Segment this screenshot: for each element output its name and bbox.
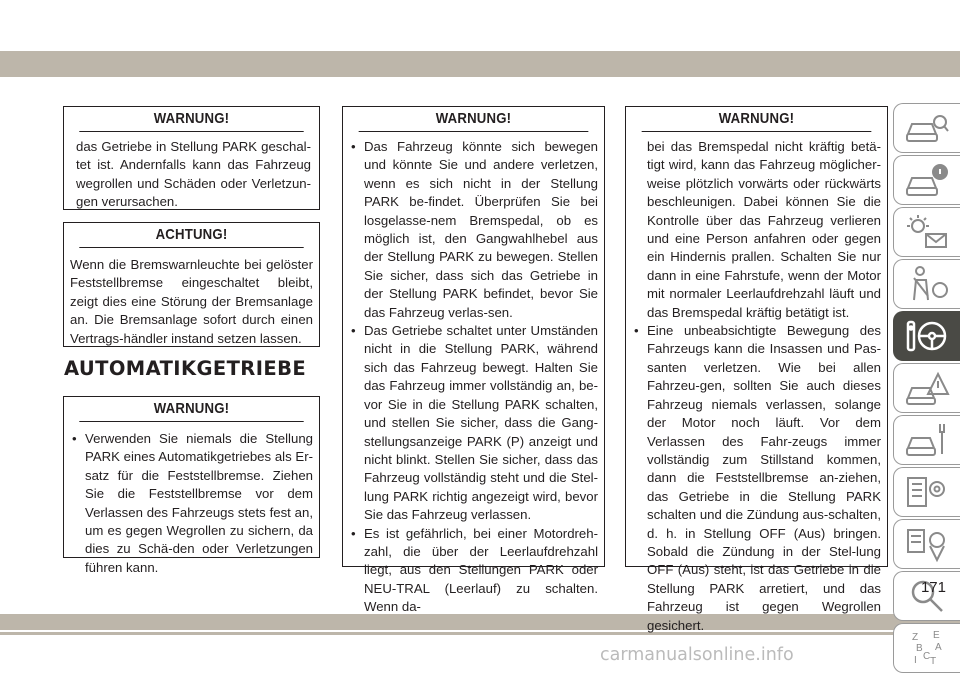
bullet-item: • Es ist gefährlich, bei einer Motordreh-zahl, die über der Leerlaufdrehzahl liegt, aus den Stellungen PARK oder NEU-TRAL (Leerlauf) zu schalten. Wenn da- [345, 525, 598, 617]
warning-text [64, 422, 319, 577]
index-letter: Z [912, 632, 919, 643]
caution-heading: ACHTUNG! [79, 223, 303, 248]
index-letter: T [930, 656, 937, 667]
tab-warning-lights[interactable] [893, 207, 960, 257]
hazard-car-icon [904, 368, 950, 408]
bullet-item: • Verwenden Sie niemals die Stellung PARK eines Automatikgetriebes als Er-satz für die Feststellbremse. Ziehen Sie die Feststellbremse vor dem Verlassen des Fahrzeugs stets fest an, um es gegen Wegrollen zu sichern, da dies zu Schä-den oder Verletzungen führen kann. [66, 430, 313, 577]
car-info-icon [904, 160, 950, 200]
warning-heading: WARNUNG! [79, 397, 303, 422]
warning-box-continued [625, 106, 888, 633]
tab-maintenance[interactable] [893, 415, 960, 465]
warning-box-parking [63, 106, 320, 210]
warning-text [626, 132, 887, 635]
warning-heading: WARNUNG! [79, 107, 303, 132]
top-band [0, 51, 960, 77]
warning-heading: WARNUNG! [642, 107, 872, 132]
warning-box-park-not-brake [63, 396, 320, 575]
bullet-item: • Eine unbeabsichtigte Bewegung des Fahrzeugs kann die Insassen und Pas-santen verletzen. Wie bei allen Fahrzeu-gen, sollten Sie auch dieses Fahrzeug niemals verlassen, solange der Motor noch läuft. Vor dem Verlassen des Fahr-zeugs immer vollständig zum Stillstand kommen, dann die Feststellbremse an-ziehen, das Getriebe in die Stellung PARK schalten und die Zündung aus-schalten, d. h. in Stellung OFF (Aus) bringen. Sobald die Zündung in der Stel-lung OFF (Aus) steht, ist das Getriebe in die Stellung PARK arretiert, und das Fahrzeug ist gegen Wegrollen gesichert. [628, 322, 881, 635]
specifications-gear-icon [904, 472, 950, 512]
caution-text: Wenn die Bremswarnleuchte bei gelöster Feststellbremse eingeschaltet bleibt, zeigt dies eine Störung der Bremsanlage an. Die Bremsanlage sofort durch einen Vertrags-händler instand setzen lassen. [70, 257, 313, 346]
index-letter: I [914, 655, 917, 666]
warning-text [64, 132, 319, 212]
index-letter: E [933, 630, 940, 641]
tab-car-search[interactable] [893, 103, 960, 153]
bullet-item: • Das Getriebe schaltet unter Umständen nicht in die Stellung PARK, während sich das Fahrzeug bewegt. Halten Sie das Fahrzeug immer vollständig an, be-vor Sie in die Stellung PARK schalten, und stellen Sie sicher, dass die Gang-stellungsanzeige PARK (P) anzeigt und nicht blinkt. Stellen Sie sicher, dass das Fahrzeug vollständig steht und die Stel-lung PARK richtig angezeigt wird, bevor Sie das Fahrzeug verlassen. [345, 322, 598, 524]
tab-specifications[interactable] [893, 467, 960, 517]
index-letter: C [923, 651, 931, 662]
tab-multimedia[interactable] [893, 519, 960, 569]
text-line: tet ist. Andernfalls kann das Fahrzeug [76, 157, 311, 173]
watermark: carmanualsonline.info [600, 645, 794, 665]
tab-starting-operating[interactable] [893, 311, 960, 361]
car-wrench-icon [904, 420, 950, 460]
tab-emergency[interactable] [893, 363, 960, 413]
text-line: gen verursachen. [76, 194, 178, 210]
section-title: AUTOMATIKGETRIEBE [64, 357, 307, 380]
warning-heading: WARNUNG! [359, 107, 589, 132]
caution-box-brake-light [63, 222, 320, 347]
tab-car-info[interactable] [893, 155, 960, 205]
page-number: 171 [920, 579, 946, 596]
index-letter: B [916, 643, 923, 654]
warning-box-vehicle-movement [342, 106, 605, 615]
tab-safety[interactable] [893, 259, 960, 309]
bullet-item: • Das Fahrzeug könnte sich bewegen und könnte Sie und andere verletzen, wenn es sich nicht in der Stellung PARK be-findet. Überprüfen Sie bei losgelasse-nem Bremspedal, ob es möglich ist, den Gangwahlhebel aus der Stellung PARK zu bewegen. Stellen Sie sicher, dass sich das Getriebe in der Stellung PARK befindet, bevor Sie das Fahrzeug verlas-sen. [345, 138, 598, 322]
warning-light-message-icon [904, 212, 950, 252]
car-search-icon [904, 108, 950, 148]
continuation-text: bei das Bremspedal nicht kräftig betä-tigt wird, kann das Fahrzeug möglicher-weise plötzlich vorwärts oder rückwärts beschleunigen. Dabei können Sie die Kontrolle über das Fahrzeug verlieren und eine Person anfahren oder gegen ein Hindernis prallen. Schalten Sie nur dann in eine Fahrstufe, wenn der Motor mit normaler Leerlaufdrehzahl läuft und das Bremspedal kräftig betätigt ist. [647, 139, 881, 320]
steering-wheel-key-icon [904, 316, 950, 356]
multimedia-icon [904, 524, 950, 564]
text-line: wegrollen und Schäden oder Verletzun- [76, 175, 311, 191]
text-line: das Getriebe in Stellung PARK geschal- [76, 139, 311, 154]
seatbelt-airbag-icon [904, 264, 950, 304]
index-letter: A [935, 642, 942, 653]
warning-text [343, 132, 604, 617]
